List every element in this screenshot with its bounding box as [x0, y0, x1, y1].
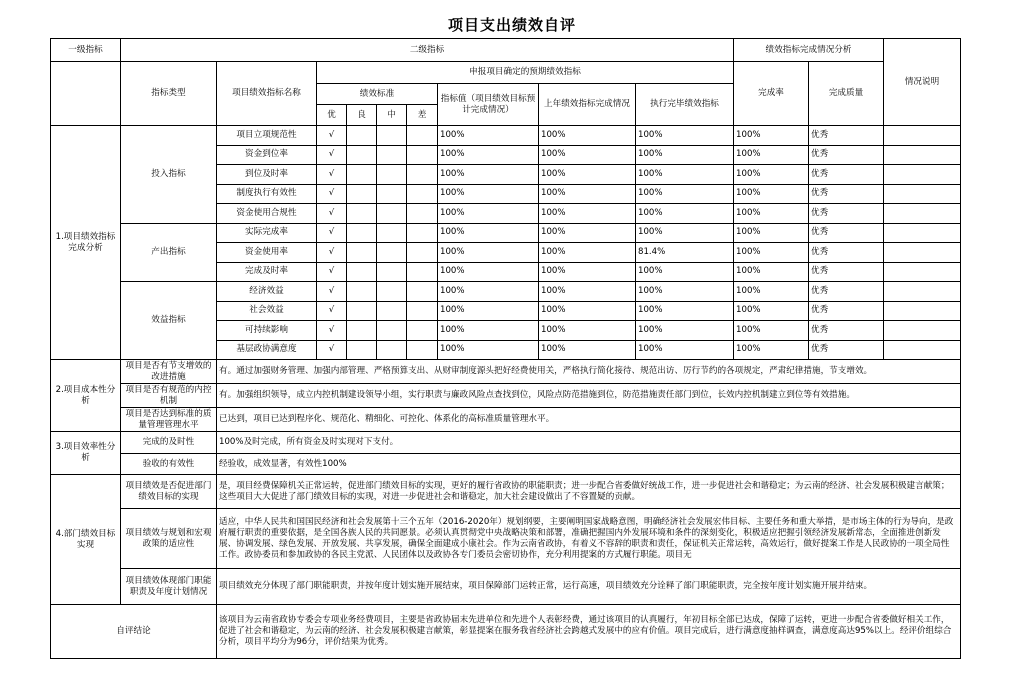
explain-cell [884, 340, 961, 360]
indicator-name: 资金使用合规性 [217, 204, 317, 224]
grade-cell [407, 204, 438, 224]
header-name: 项目绩效指标名称 [217, 62, 317, 126]
table-row [51, 384, 961, 408]
conclusion-row [51, 605, 961, 659]
check-mark: √ [317, 204, 347, 224]
grade-cell [407, 282, 438, 302]
header-target: 指标值（项目绩效目标预计完成情况） [438, 84, 539, 126]
grade-cell [407, 301, 438, 321]
answer-cell: 已达到，项目已达到程序化、规范化、精细化、可控化、体系化的高标准质量管理水平。 [217, 408, 961, 432]
table-row [51, 509, 961, 569]
rate-value: 100% [734, 126, 809, 146]
grade-cell [347, 340, 377, 360]
grade-cell [347, 282, 377, 302]
last-year-value: 100% [539, 301, 636, 321]
rate-value: 100% [734, 321, 809, 341]
explain-cell [884, 301, 961, 321]
rate-value: 100% [734, 223, 809, 243]
last-year-value: 100% [539, 243, 636, 263]
grade-cell [407, 243, 438, 263]
performance-table [50, 38, 961, 659]
header-explain: 情况说明 [884, 39, 961, 126]
explain-cell [884, 204, 961, 224]
last-year-value: 100% [539, 126, 636, 146]
grade-cell [347, 223, 377, 243]
quality-value: 优秀 [809, 282, 884, 302]
grade-cell [407, 126, 438, 146]
finish-value: 100% [636, 223, 734, 243]
indicator-type: 效益指标 [121, 282, 217, 360]
grade-cell [407, 145, 438, 165]
finish-value: 100% [636, 126, 734, 146]
grade-cell [377, 204, 407, 224]
indicator-name: 完成及时率 [217, 262, 317, 282]
quality-value: 优秀 [809, 301, 884, 321]
finish-value: 100% [636, 145, 734, 165]
target-value: 100% [438, 126, 539, 146]
target-value: 100% [438, 340, 539, 360]
finish-value: 100% [636, 165, 734, 185]
answer-cell: 项目绩效充分体现了部门职能职责，并按年度计划实施开展结束，项目保障部门运转正常，运行高速，项目绩效充分诠释了部门职能职责，完全按年度计划实施开展并结束。 [217, 569, 961, 605]
target-value: 100% [438, 243, 539, 263]
table-row [51, 408, 961, 432]
check-mark: √ [317, 340, 347, 360]
rate-value: 100% [734, 184, 809, 204]
indicator-name: 项目立项规范性 [217, 126, 317, 146]
target-value: 100% [438, 184, 539, 204]
grade-cell [377, 321, 407, 341]
explain-cell [884, 145, 961, 165]
last-year-value: 100% [539, 165, 636, 185]
last-year-value: 100% [539, 340, 636, 360]
explain-cell [884, 165, 961, 185]
rate-value: 100% [734, 165, 809, 185]
rate-value: 100% [734, 204, 809, 224]
target-value: 100% [438, 301, 539, 321]
table-row [51, 475, 961, 509]
grade-cell [377, 184, 407, 204]
section3-label: 3.项目效率性分析 [51, 432, 121, 475]
quality-value: 优秀 [809, 340, 884, 360]
finish-value: 81.4% [636, 243, 734, 263]
explain-cell [884, 223, 961, 243]
table-row [51, 282, 961, 302]
question-cell: 完成的及时性 [121, 432, 217, 454]
indicator-type: 投入指标 [121, 126, 217, 224]
target-value: 100% [438, 321, 539, 341]
question-cell: 项目绩效是否促进部门绩效目标的实现 [121, 475, 217, 509]
finish-value: 100% [636, 262, 734, 282]
check-mark: √ [317, 165, 347, 185]
grade-cell [377, 145, 407, 165]
indicator-name: 资金到位率 [217, 145, 317, 165]
indicator-name: 实际完成率 [217, 223, 317, 243]
grade-cell [347, 243, 377, 263]
grade-cell [407, 262, 438, 282]
table-row [51, 360, 961, 384]
header-type: 指标类型 [121, 62, 217, 126]
grade-cell [377, 340, 407, 360]
table-row [51, 126, 961, 146]
question-cell: 项目是否达到标准的质量管理管理水平 [121, 408, 217, 432]
header-row-2 [51, 62, 961, 84]
answer-cell: 100%及时完成，所有资金及时实现对下支付。 [217, 432, 961, 454]
header-declared: 申报项目确定的预期绩效指标 [317, 62, 734, 84]
target-value: 100% [438, 204, 539, 224]
answer-cell: 是，项目经费保障机关正常运转，促进部门绩效目标的实现，更好的履行省政协的职能职责；进一步配合省委做好统战工作，进一步促进社会和谐稳定；为云南的经济、社会发展积极建言献策；这些项目大大促进了部门绩效目标的实现，对进一步促进社会和谐稳定，加大社会建设做出了不容置疑的贡献。 [217, 475, 961, 509]
section2-label: 2.项目成本性分析 [51, 360, 121, 432]
grade-cell [377, 223, 407, 243]
grade-cell [347, 321, 377, 341]
grade-medium: 中 [377, 105, 407, 126]
quality-value: 优秀 [809, 262, 884, 282]
target-value: 100% [438, 145, 539, 165]
question-cell: 项目是否有规范的内控机制 [121, 384, 217, 408]
finish-value: 100% [636, 340, 734, 360]
header-level1: 一级指标 [51, 39, 121, 62]
indicator-name: 资金使用率 [217, 243, 317, 263]
header-rate: 完成率 [734, 62, 809, 126]
grade-cell [407, 184, 438, 204]
header-quality: 完成质量 [809, 62, 884, 126]
grade-cell [377, 243, 407, 263]
check-mark: √ [317, 145, 347, 165]
grade-cell [407, 340, 438, 360]
grade-poor: 差 [407, 105, 438, 126]
last-year-value: 100% [539, 262, 636, 282]
table-row [51, 223, 961, 243]
finish-value: 100% [636, 204, 734, 224]
grade-cell [347, 145, 377, 165]
explain-cell [884, 243, 961, 263]
indicator-name: 制度执行有效性 [217, 184, 317, 204]
header-finish: 执行完毕绩效指标 [636, 84, 734, 126]
grade-cell [377, 301, 407, 321]
quality-value: 优秀 [809, 204, 884, 224]
header-blank [51, 62, 121, 126]
page-title: 项目支出绩效自评 [447, 16, 576, 34]
target-value: 100% [438, 262, 539, 282]
finish-value: 100% [636, 321, 734, 341]
grade-cell [377, 262, 407, 282]
explain-cell [884, 282, 961, 302]
header-analysis: 绩效指标完成情况分析 [734, 39, 884, 62]
explain-cell [884, 321, 961, 341]
section1-label: 1.项目绩效指标完成分析 [51, 126, 121, 360]
last-year-value: 100% [539, 282, 636, 302]
grade-cell [347, 204, 377, 224]
question-cell: 项目绩效体现部门职能职责及年度计划情况 [121, 569, 217, 605]
quality-value: 优秀 [809, 165, 884, 185]
header-level2: 二级指标 [121, 39, 734, 62]
grade-cell [347, 184, 377, 204]
header-standard: 绩效标准 [317, 84, 438, 105]
indicator-name: 经济效益 [217, 282, 317, 302]
check-mark: √ [317, 321, 347, 341]
last-year-value: 100% [539, 204, 636, 224]
target-value: 100% [438, 282, 539, 302]
answer-cell: 经验收，成效显著，有效性100% [217, 454, 961, 475]
table-row [51, 432, 961, 454]
grade-cell [407, 321, 438, 341]
rate-value: 100% [734, 340, 809, 360]
explain-cell [884, 184, 961, 204]
quality-value: 优秀 [809, 223, 884, 243]
question-cell: 项目绩效与规划和宏观政策的适应性 [121, 509, 217, 569]
indicator-name: 基层政协满意度 [217, 340, 317, 360]
question-cell: 验收的有效性 [121, 454, 217, 475]
check-mark: √ [317, 262, 347, 282]
indicator-type: 产出指标 [121, 223, 217, 282]
last-year-value: 100% [539, 184, 636, 204]
rate-value: 100% [734, 301, 809, 321]
grade-cell [407, 223, 438, 243]
last-year-value: 100% [539, 321, 636, 341]
table-row [51, 454, 961, 475]
rate-value: 100% [734, 243, 809, 263]
quality-value: 优秀 [809, 126, 884, 146]
answer-cell: 有。通过加强财务管理、加强内部管理、严格预算支出、从财审制度源头把好经费使用关，严格执行简化接待、规范出访、厉行节约的各项规定，严肃纪律措施，节支增效。 [217, 360, 961, 384]
answer-cell: 适应，中华人民共和国国民经济和社会发展第十三个五年（2016-2020年）规划纲要，主要阐明国家战略意图，明确经济社会发展宏伟目标、主要任务和重大举措，是市场主体的行为导向，是政府履行职责的重要依据，是全国各族人民的共同愿景。必须认真贯彻党中央战略决策和部署，准确把握国内外发展环境和条件的深刻变化，积极适应把握引领经济发展新常态，全面推进创新发展、协调发展、绿色发展、开放发展、共享发展，确保全面建成小康社会。作为云南省政协，有着义不容辞的职责和责任，保证机关正常运转，高效运行，做好提案工作是人民政协的一项全局性工作。政协委员和参加政协的各民主党派、人民团体以及政协各专门委员会密切协作，充分利用提案的方式履行职能。项目无 [217, 509, 961, 569]
header-last-year: 上年绩效指标完成情况 [539, 84, 636, 126]
quality-value: 优秀 [809, 321, 884, 341]
finish-value: 100% [636, 282, 734, 302]
quality-value: 优秀 [809, 184, 884, 204]
grade-cell [347, 126, 377, 146]
question-cell: 项目是否有节支增效的改进措施 [121, 360, 217, 384]
grade-cell [377, 165, 407, 185]
quality-value: 优秀 [809, 145, 884, 165]
indicator-name: 社会效益 [217, 301, 317, 321]
explain-cell [884, 262, 961, 282]
answer-cell: 有。加强组织领导，成立内控机制建设领导小组，实行职责与廉政风险点查找到位，风险点防范措施到位，防范措施责任部门到位，长效内控机制建立到位等有效措施。 [217, 384, 961, 408]
rate-value: 100% [734, 282, 809, 302]
indicator-name: 到位及时率 [217, 165, 317, 185]
check-mark: √ [317, 301, 347, 321]
grade-cell [377, 126, 407, 146]
last-year-value: 100% [539, 145, 636, 165]
explain-cell [884, 126, 961, 146]
grade-cell [347, 262, 377, 282]
check-mark: √ [317, 126, 347, 146]
target-value: 100% [438, 165, 539, 185]
target-value: 100% [438, 223, 539, 243]
grade-excellent: 优 [317, 105, 347, 126]
header-row-1 [51, 39, 961, 62]
check-mark: √ [317, 282, 347, 302]
grade-cell [377, 282, 407, 302]
conclusion-label: 自评结论 [51, 605, 217, 659]
grade-cell [347, 301, 377, 321]
conclusion-text: 该项目为云南省政协专委会专项业务经费项目，主要是省政协届末先进单位和先进个人表彰经费，通过该项目的认真履行，年初目标全部已达成，保障了运转，更进一步配合省委做好相关工作，促进了社会和谐稳定，为云南的经济、社会发展积极建言献策，彰显提案在服务我省经济社会跨越式发展中的应有价值。项目完成后，进行满意度抽样调查，满意度高达95%以上。经评价组综合分析，项目平均分为96分，评价结果为优秀。 [217, 605, 961, 659]
table-row [51, 569, 961, 605]
section4-label: 4.部门绩效目标实现 [51, 475, 121, 605]
rate-value: 100% [734, 145, 809, 165]
finish-value: 100% [636, 301, 734, 321]
grade-cell [407, 165, 438, 185]
grade-cell [347, 165, 377, 185]
indicator-name: 可持续影响 [217, 321, 317, 341]
grade-good: 良 [347, 105, 377, 126]
check-mark: √ [317, 223, 347, 243]
last-year-value: 100% [539, 223, 636, 243]
check-mark: √ [317, 184, 347, 204]
rate-value: 100% [734, 262, 809, 282]
quality-value: 优秀 [809, 243, 884, 263]
check-mark: √ [317, 243, 347, 263]
finish-value: 100% [636, 184, 734, 204]
